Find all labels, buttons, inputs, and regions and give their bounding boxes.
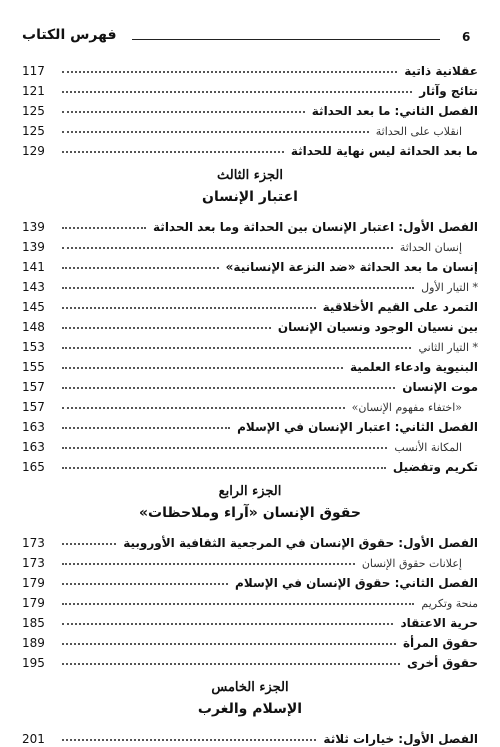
dot-leader (62, 227, 146, 229)
toc-entry[interactable] (22, 630, 478, 650)
part-title: الجزء الثالث (217, 168, 283, 183)
dot-leader (62, 347, 411, 349)
toc-page-number: 139 (22, 220, 45, 234)
dot-leader (62, 327, 271, 329)
toc-page-number: 145 (22, 300, 45, 314)
toc-page-number: 139 (22, 240, 45, 254)
toc-entry[interactable] (22, 570, 478, 590)
toc-entry-title: الفصل الثاني: اعتبار الإنسان في الإسلام (237, 420, 478, 434)
toc-page-number: 153 (22, 340, 45, 354)
toc-entry[interactable] (22, 98, 478, 118)
dot-leader (62, 563, 355, 565)
toc-entry-title: «اختفاء مفهوم الإنسان» (351, 401, 462, 414)
toc-page-number: 179 (22, 576, 45, 590)
toc-entry-title: بين نسيان الوجود ونسيان الإنسان (277, 320, 478, 334)
dot-leader (62, 447, 387, 449)
toc-entry-title: إنسان ما بعد الحداثة «ضد النزعة الإنسانية» (225, 260, 478, 274)
toc-entry-title: انقلاب على الحداثة (375, 125, 462, 138)
toc-entry-title: عقلانية ذاتية (404, 64, 478, 78)
toc-entry[interactable] (22, 58, 478, 78)
dot-leader (62, 151, 284, 153)
toc-entry-title: * التيار الثاني (418, 341, 478, 354)
toc-entry[interactable] (22, 234, 478, 254)
toc-entry-title: حرية الاعتقاد (400, 616, 478, 630)
toc-page-number: 121 (22, 84, 45, 98)
toc-page-number: 143 (22, 280, 45, 294)
dot-leader (62, 583, 228, 585)
dot-leader (62, 287, 414, 289)
toc-entry[interactable] (22, 374, 478, 394)
toc-entry-title: الفصل الأول: خيارات ثلاثة (323, 732, 478, 746)
toc-page-number: 173 (22, 536, 45, 550)
toc-entry-title: نتائج وآثار (419, 84, 478, 98)
toc-entry[interactable] (22, 78, 478, 98)
toc-entry-title: تكريم وتفضيل (392, 460, 478, 474)
toc-entry[interactable] (22, 434, 478, 454)
dot-leader (62, 307, 316, 309)
toc-entry[interactable] (22, 138, 478, 158)
dot-leader (62, 267, 219, 269)
dot-leader (62, 623, 393, 625)
toc-entry-title: الفصل الأول: اعتبار الإنسان بين الحداثة وما بعد الحداثة (153, 220, 478, 234)
toc-page-number: 185 (22, 616, 45, 630)
toc-page-number: 163 (22, 440, 45, 454)
page-header (22, 27, 478, 52)
toc-entry-title: الفصل الأول: حقوق الإنسان في المرجعية الثقافية الأوروبية (123, 536, 478, 550)
part-subtitle: اعتبار الإنسان (202, 189, 298, 205)
toc-entry-title: موت الإنسان (402, 380, 478, 394)
toc-page-number: 173 (22, 556, 45, 570)
toc-entry-title: إنسان الحداثة (399, 241, 462, 254)
toc-entry[interactable] (22, 726, 478, 746)
toc-entry-title: الفصل الثاني: حقوق الإنسان في الإسلام (235, 576, 478, 590)
toc-entry-title: حقوق أخرى (407, 656, 478, 670)
toc-entry[interactable] (22, 254, 478, 274)
toc-page-number: 189 (22, 636, 45, 650)
running-title: فهرس الكتاب (22, 27, 117, 43)
toc-page-number: 157 (22, 380, 45, 394)
toc-entry-title: التمرد على القيم الأخلاقية (322, 300, 478, 314)
toc-entry[interactable] (22, 314, 478, 334)
part-heading (22, 678, 478, 720)
dot-leader (62, 367, 343, 369)
toc-page-number: 125 (22, 124, 45, 138)
toc-entry-title: الفصل الثاني: ما بعد الحداثة (311, 104, 478, 118)
toc-page-number: 148 (22, 320, 45, 334)
toc-entry-title: منحة وتكريم (421, 597, 478, 610)
toc-entry[interactable] (22, 354, 478, 374)
toc-entry[interactable] (22, 550, 478, 570)
toc-entry-title: إعلانات حقوق الإنسان (361, 557, 462, 570)
part-subtitle: حقوق الإنسان «آراء وملاحظات» (139, 505, 361, 521)
toc-entry-title: * التيار الأول (421, 281, 478, 294)
dot-leader (62, 247, 393, 249)
table-of-contents (22, 58, 478, 746)
dot-leader (62, 111, 305, 113)
toc-entry[interactable] (22, 294, 478, 314)
toc-entry-title: البنيوية وادعاء العلمية (349, 360, 478, 374)
toc-page-number: 165 (22, 460, 45, 474)
toc-page-number: 155 (22, 360, 45, 374)
page-number: 6 (462, 30, 471, 44)
dot-leader (62, 663, 400, 665)
toc-entry[interactable] (22, 530, 478, 550)
dot-leader (62, 427, 230, 429)
toc-entry-title: المكانة الأنسب (394, 441, 462, 454)
dot-leader (62, 131, 369, 133)
toc-entry[interactable] (22, 214, 478, 234)
toc-page-number: 195 (22, 656, 45, 670)
dot-leader (62, 739, 316, 741)
toc-page-number: 163 (22, 420, 45, 434)
toc-entry[interactable] (22, 650, 478, 670)
toc-page-number: 125 (22, 104, 45, 118)
dot-leader (62, 603, 414, 605)
dot-leader (62, 71, 397, 73)
toc-entry[interactable] (22, 610, 478, 630)
dot-leader (62, 543, 116, 545)
toc-page-number: 201 (22, 732, 45, 746)
toc-page-number: 117 (22, 64, 45, 78)
toc-entry-title: حقوق المرأة (402, 636, 478, 650)
toc-page-number: 141 (22, 260, 45, 274)
dot-leader (62, 407, 345, 409)
toc-entry[interactable] (22, 454, 478, 474)
toc-entry[interactable] (22, 590, 478, 610)
toc-entry[interactable] (22, 414, 478, 434)
toc-page-number: 179 (22, 596, 45, 610)
dot-leader (62, 467, 386, 469)
toc-entry[interactable] (22, 274, 478, 294)
toc-page-number: 157 (22, 400, 45, 414)
part-title: الجزء الخامس (211, 680, 289, 695)
toc-entry[interactable] (22, 118, 478, 138)
part-heading (22, 166, 478, 208)
dot-leader (62, 643, 396, 645)
part-subtitle: الإسلام والغرب (197, 701, 303, 717)
dot-leader (62, 91, 412, 93)
part-title: الجزء الرابع (218, 484, 282, 499)
toc-entry[interactable] (22, 334, 478, 354)
toc-entry-title: ما بعد الحداثة ليس نهاية للحداثة (290, 144, 478, 158)
toc-page-number: 129 (22, 144, 45, 158)
dot-leader (62, 387, 395, 389)
toc-entry[interactable] (22, 394, 478, 414)
header-rule (132, 39, 440, 40)
part-heading (22, 482, 478, 524)
